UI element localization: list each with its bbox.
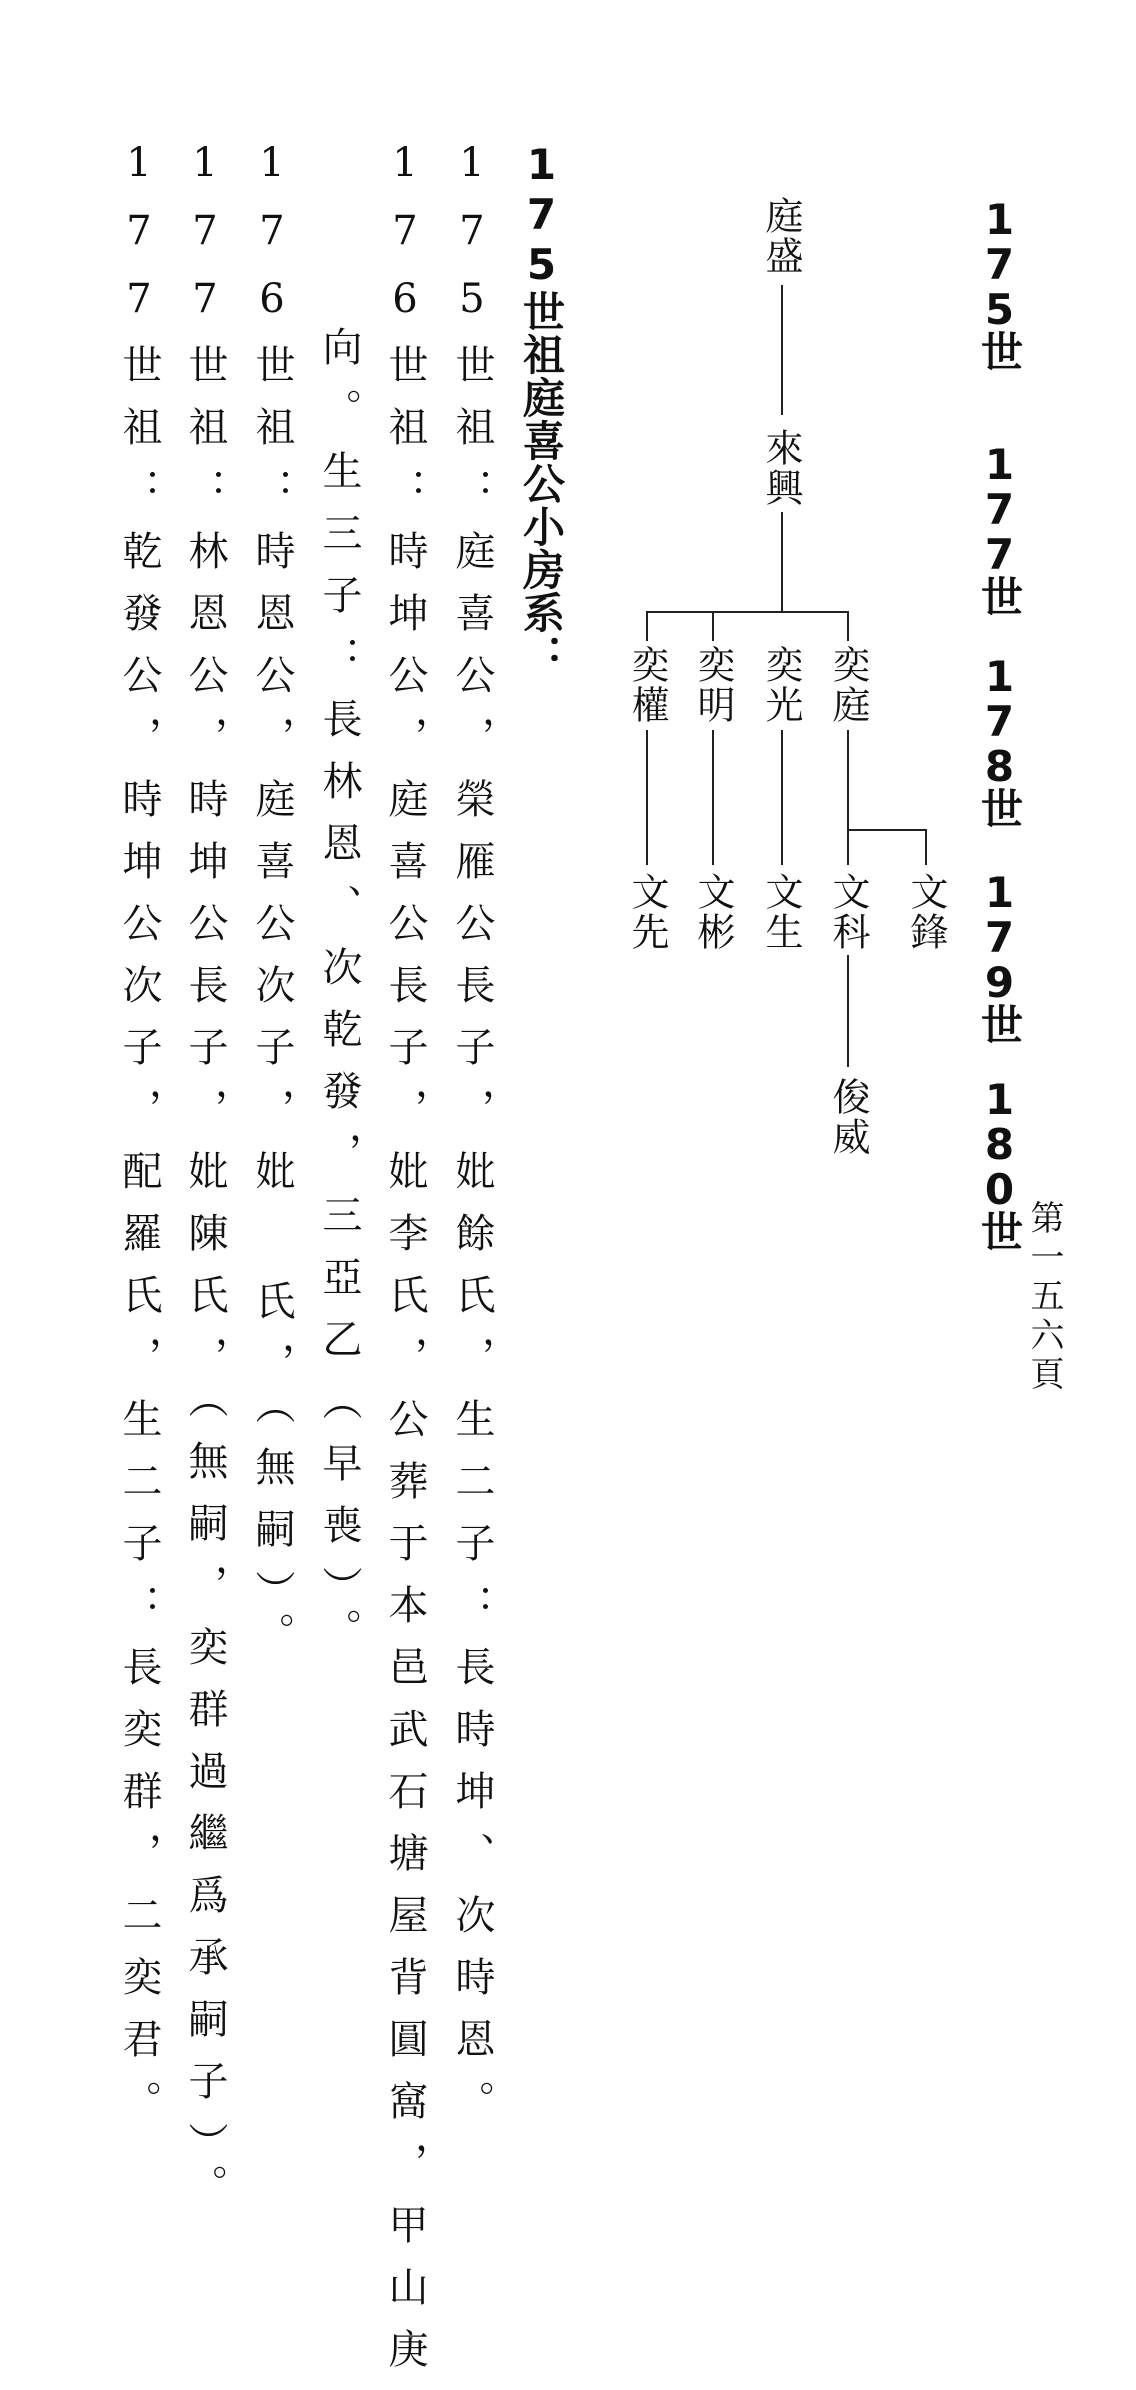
tree-connector	[925, 829, 927, 865]
tree-node-gen179: 文鋒	[904, 872, 948, 952]
tree-connector	[646, 611, 648, 641]
tree-node-gen179: 文生	[759, 872, 803, 952]
genealogy-paragraph: 175世祖：庭喜公，榮雁公長子，妣餘氏，生二子：長時坤、次時恩。	[449, 140, 495, 2142]
genealogy-paragraph: 176世祖：時恩公，庭喜公次子，妣 氏，（無嗣）。	[249, 140, 295, 1674]
tree-node-gen179: 文彬	[691, 872, 735, 952]
tree-connector	[847, 730, 849, 865]
genealogy-paragraph: 向。生三子：長林恩、次乾發，三亞乙（早喪）。	[316, 326, 362, 1670]
tree-connector	[712, 611, 714, 641]
generation-label-175: 175世	[975, 195, 1024, 368]
tree-connector	[847, 611, 849, 641]
tree-node-gen178: 奕光	[759, 645, 803, 725]
generation-label-180: 180世	[975, 1075, 1024, 1248]
tree-connector	[646, 730, 648, 865]
tree-connector	[781, 285, 783, 415]
tree-node-gen178: 奕明	[691, 645, 735, 725]
tree-node-gen178: 奕庭	[826, 645, 870, 725]
tree-node-gen178: 奕權	[625, 645, 669, 725]
tree-node-gen180: 俊威	[826, 1077, 870, 1157]
tree-connector	[847, 829, 927, 831]
section-title: 175世祖庭喜公小房系：	[517, 140, 566, 677]
tree-node-gen177: 來興	[759, 428, 803, 508]
tree-node-gen179: 文科	[826, 872, 870, 952]
generation-label-179: 179世	[975, 868, 1024, 1041]
tree-connector	[646, 611, 849, 613]
tree-node-root: 庭盛	[759, 196, 803, 276]
generation-label-178: 178世	[975, 652, 1024, 825]
genealogy-paragraph: 177世祖：林恩公，時坤公長子，妣陳氏，（無嗣，奕群過繼爲承嗣子）。	[182, 140, 228, 2226]
generation-label-177: 177世	[975, 440, 1024, 613]
page-number: 第一五六頁	[1024, 1200, 1064, 1395]
tree-connector	[781, 730, 783, 865]
tree-connector	[847, 955, 849, 1067]
tree-connector	[781, 512, 783, 612]
genealogy-paragraph: 176世祖：時坤公，庭喜公長子，妣李氏，公葬于本邑武石塘屋背圓窩，甲山庚	[382, 140, 428, 2390]
genealogy-paragraph: 177世祖：乾發公，時坤公次子，配羅氏，生二子：長奕群，二奕君。	[116, 140, 162, 2142]
tree-node-gen179: 文先	[625, 872, 669, 952]
tree-connector	[712, 730, 714, 865]
